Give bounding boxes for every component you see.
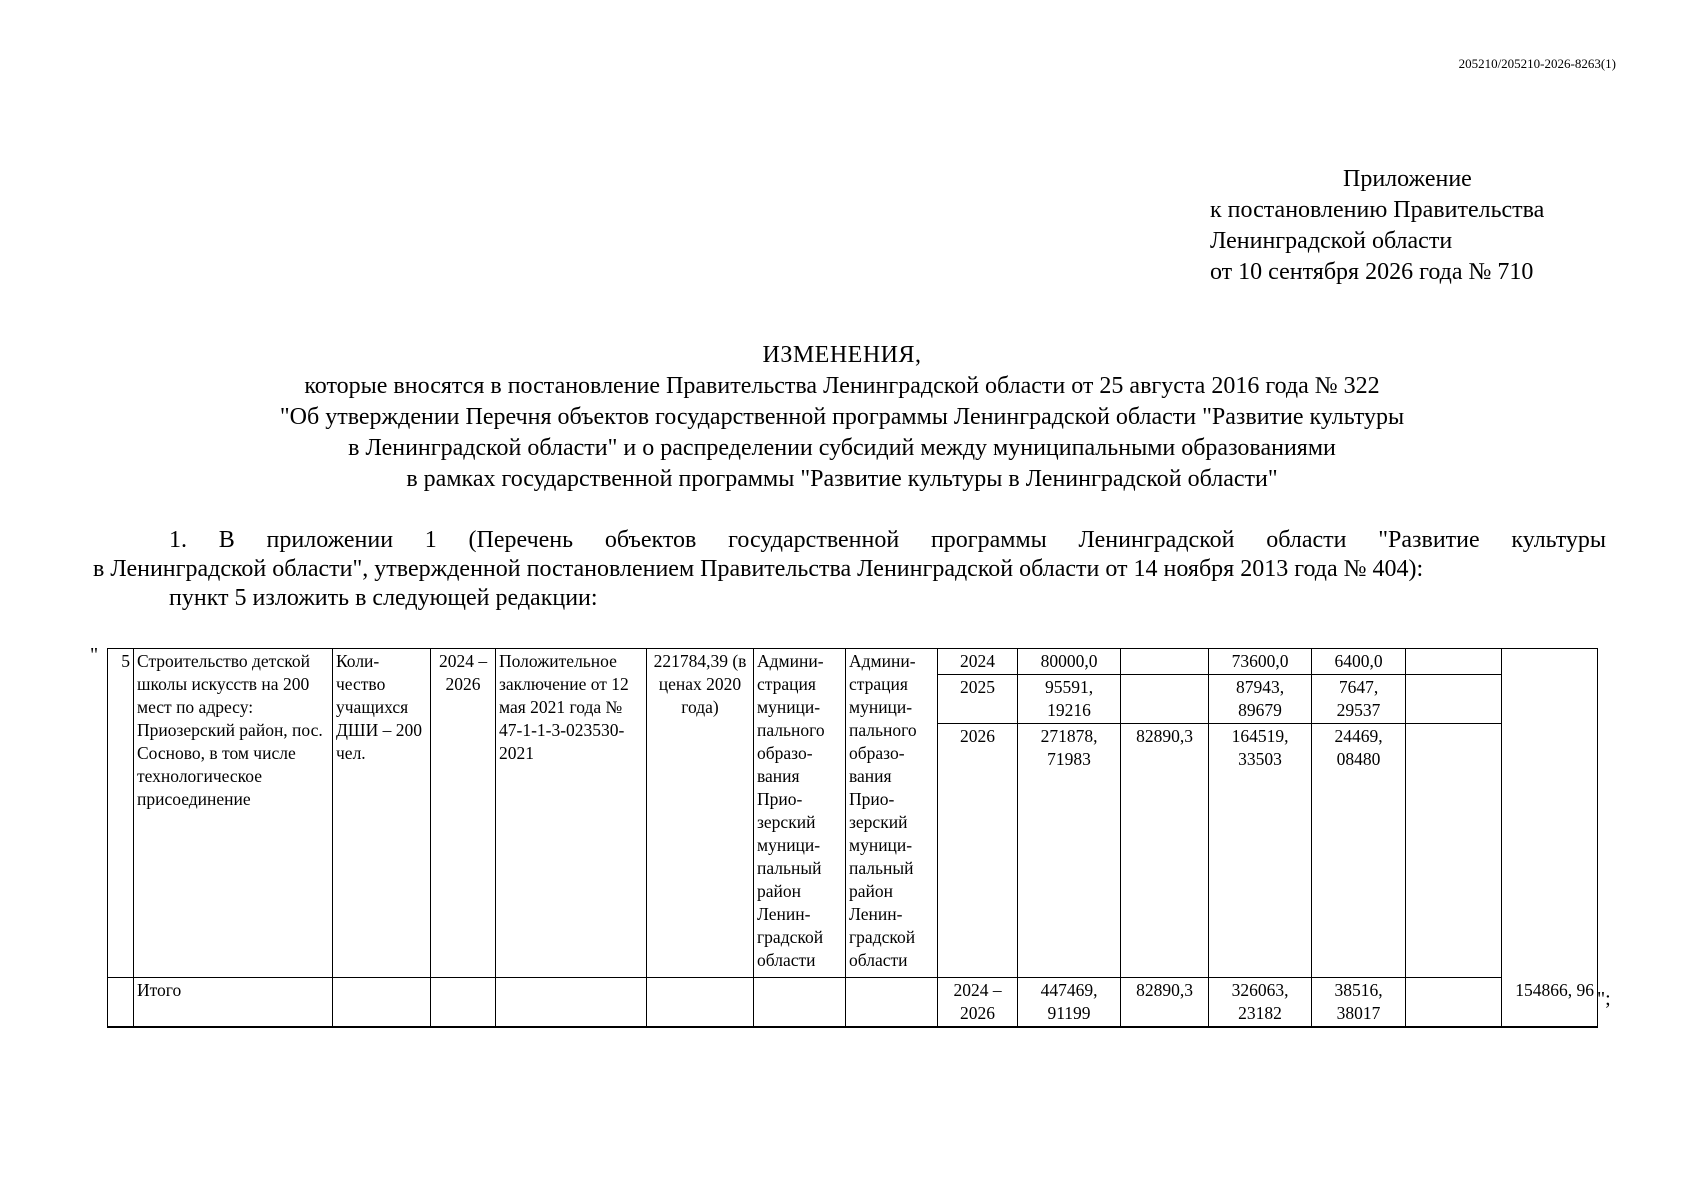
cell-year: 2026 <box>938 724 1018 978</box>
cell-regional: 73600,0 <box>1209 649 1312 675</box>
cell-expertise: Положительное заключение от 12 мая 2021 года № 47-1-1-3-023530-2021 <box>496 649 647 978</box>
cell-empty <box>846 978 938 1028</box>
title-heading: ИЗМЕНЕНИЯ, <box>762 342 922 368</box>
appendix-line-1: Приложение <box>1343 166 1472 192</box>
cell-total: 95591, 19216 <box>1018 675 1121 724</box>
table-row-year-2024 <box>108 649 1598 675</box>
document-id: 205210/205210-2026-8263(1) <box>1458 56 1616 71</box>
cell-extra <box>1406 724 1502 978</box>
cell-local: 6400,0 <box>1312 649 1406 675</box>
paragraph-1-line-2: в Ленинградской области", утвержденной постановлением Правительства Ленинградской области от 14 ноября 2013 года № 404): <box>93 556 1424 582</box>
cell-num: 5 <box>108 649 134 978</box>
cell-empty <box>333 978 431 1028</box>
cell-year: 2025 <box>938 675 1018 724</box>
title-line-1: которые вносятся в постановление Правительства Ленинградской области от 25 августа 2016 года № 322 <box>304 373 1380 399</box>
cell-total-regional: 326063, 23182 <box>1209 978 1312 1028</box>
cell-regional: 87943, 89679 <box>1209 675 1312 724</box>
title-line-2: "Об утверждении Перечня объектов государственной программы Ленинградской области "Развитие культуры <box>279 404 1405 430</box>
cell-total-local: 38516, 38017 <box>1312 978 1406 1028</box>
cell-federal <box>1121 649 1209 675</box>
appendix-block <box>1210 164 1544 288</box>
cell-local: 7647, 29537 <box>1312 675 1406 724</box>
cell-total-sum: 447469, 91199 <box>1018 978 1121 1028</box>
cell-total-label: Итого <box>134 978 333 1028</box>
title-line-3: в Ленинградской области" и о распределении субсидий между муниципальными образованиями <box>348 435 1336 461</box>
cell-capacity: Коли-чество учащихся ДШИ – 200 чел. <box>333 649 431 978</box>
cell-total: 80000,0 <box>1018 649 1121 675</box>
cell-empty <box>431 978 496 1028</box>
cell-remainder-empty <box>1502 649 1598 978</box>
cell-local: 24469, 08480 <box>1312 724 1406 978</box>
closing-quote: "; <box>1597 988 1611 1010</box>
cell-period: 2024 – 2026 <box>431 649 496 978</box>
cell-total-federal: 82890,3 <box>1121 978 1209 1028</box>
opening-quote: " <box>90 644 99 666</box>
appendix-line-2: к постановлению Правительства <box>1210 197 1545 223</box>
cell-empty <box>647 978 754 1028</box>
cell-total-num <box>108 978 134 1028</box>
cell-total-remainder: 154866, 96 <box>1502 978 1598 1028</box>
cell-extra <box>1406 649 1502 675</box>
paragraph-2: пункт 5 изложить в следующей редакции: <box>169 585 598 611</box>
cell-empty <box>496 978 647 1028</box>
cell-extra <box>1406 675 1502 724</box>
cell-empty <box>754 978 846 1028</box>
document-title <box>0 340 1684 495</box>
paragraph-1-line-1: 1. В приложении 1 (Перечень объектов государственной программы Ленинградской области "Развитие культуры <box>169 527 1606 553</box>
cell-total: 271878, 71983 <box>1018 724 1121 978</box>
appendix-line-3: Ленинградской области <box>1210 228 1453 254</box>
cell-object-name: Строительство детской школы искусств на 200 мест по адресу: Приозерский район, пос. Сосново, в том числе технологическое присоединение <box>134 649 333 978</box>
cell-customer: Админи-страция муници-пального образо-вания Прио-зерский муници-пальный район Ленин-градской области <box>754 649 846 978</box>
cell-federal: 82890,3 <box>1121 724 1209 978</box>
cell-cost: 221784,39 (в ценах 2020 года) <box>647 649 754 978</box>
objects-table <box>107 648 1598 1028</box>
cell-total-year: 2024 – 2026 <box>938 978 1018 1028</box>
table-row-total <box>108 978 1598 1028</box>
body-text <box>93 526 1606 613</box>
cell-year: 2024 <box>938 649 1018 675</box>
cell-regional: 164519, 33503 <box>1209 724 1312 978</box>
cell-federal <box>1121 675 1209 724</box>
cell-developer: Админи-страция муници-пального образо-вания Прио-зерский муници-пальный район Ленин-градской области <box>846 649 938 978</box>
appendix-line-4: от 10 сентября 2026 года № 710 <box>1210 259 1534 285</box>
title-line-4: в рамках государственной программы "Развитие культуры в Ленинградской области" <box>406 466 1278 492</box>
cell-total-extra <box>1406 978 1502 1028</box>
